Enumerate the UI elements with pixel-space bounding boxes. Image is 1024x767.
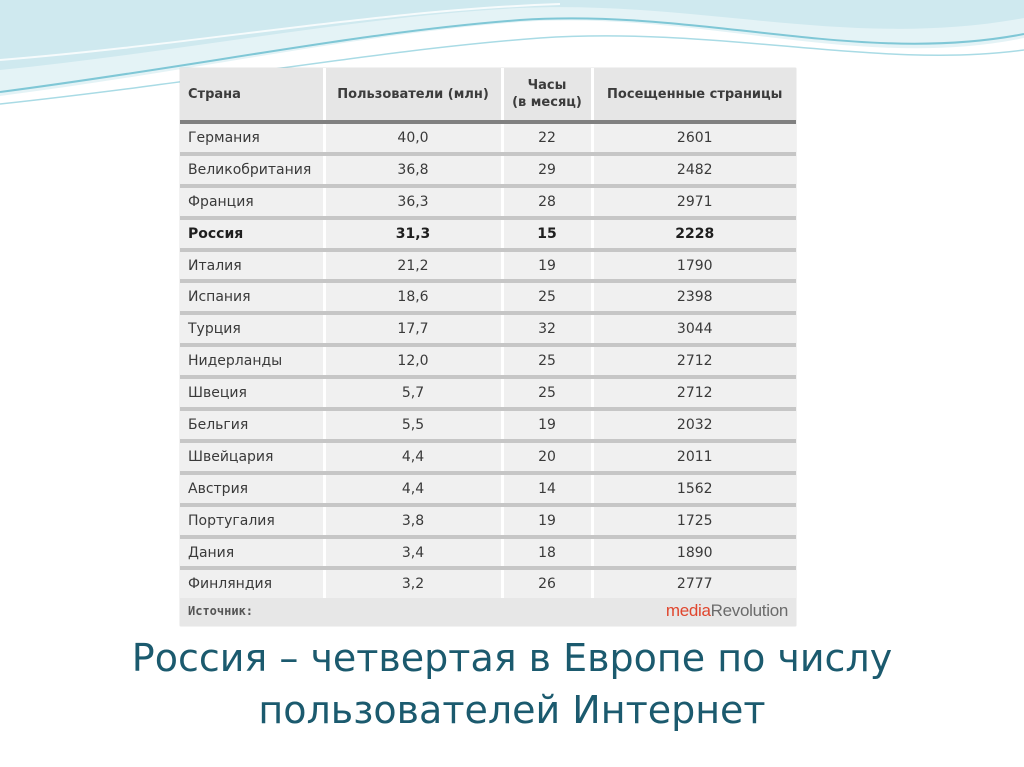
cell-pages: 1725 [592,505,796,537]
cell-pages: 3044 [592,313,796,345]
cell-pages: 2482 [592,154,796,186]
cell-hours: 32 [502,313,592,345]
cell-country: Германия [180,122,324,154]
cell-hours: 19 [502,409,592,441]
cell-country: Испания [180,281,324,313]
cell-pages: 2777 [592,568,796,600]
table-row [180,122,796,154]
cell-hours: 25 [502,377,592,409]
cell-users: 12,0 [324,345,502,377]
logo-text-media: media [665,601,711,620]
cell-users: 5,5 [324,409,502,441]
cell-pages: 2032 [592,409,796,441]
cell-hours: 26 [502,568,592,600]
cell-pages: 2712 [592,377,796,409]
table-row [180,281,796,313]
table-row [180,218,796,250]
column-header-hours: Часы (в месяц) [502,68,592,122]
cell-users: 31,3 [324,218,502,250]
table-row [180,409,796,441]
cell-users: 4,4 [324,441,502,473]
cell-country: Бельгия [180,409,324,441]
cell-users: 21,2 [324,250,502,282]
cell-hours: 15 [502,218,592,250]
cell-hours: 25 [502,345,592,377]
cell-country: Финляндия [180,568,324,600]
cell-hours: 18 [502,537,592,569]
cell-users: 3,2 [324,568,502,600]
cell-hours: 19 [502,505,592,537]
logo-text-revolution: Revolution [710,601,788,620]
cell-users: 18,6 [324,281,502,313]
cell-hours: 25 [502,281,592,313]
table-row [180,250,796,282]
cell-pages: 2228 [592,218,796,250]
cell-users: 36,8 [324,154,502,186]
cell-country: Португалия [180,505,324,537]
cell-pages: 2601 [592,122,796,154]
cell-users: 3,8 [324,505,502,537]
caption-line-2: пользователей Интернет [258,688,766,732]
cell-users: 36,3 [324,186,502,218]
cell-hours: 29 [502,154,592,186]
table-header-row [180,68,796,122]
cell-users: 3,4 [324,537,502,569]
cell-pages: 1790 [592,250,796,282]
column-header-pages: Посещенные страницы [592,68,796,122]
cell-country: Австрия [180,473,324,505]
cell-hours: 19 [502,250,592,282]
cell-hours: 22 [502,122,592,154]
cell-country: Россия [180,218,324,250]
table-row [180,537,796,569]
table-row [180,186,796,218]
table-row [180,377,796,409]
cell-hours: 14 [502,473,592,505]
table-row [180,441,796,473]
cell-country: Турция [180,313,324,345]
statistics-table-panel [180,68,796,626]
cell-country: Дания [180,537,324,569]
column-header-country: Страна [180,68,324,122]
cell-country: Великобритания [180,154,324,186]
cell-hours: 28 [502,186,592,218]
table-row [180,568,796,600]
cell-country: Швейцария [180,441,324,473]
column-header-users: Пользователи (млн) [324,68,502,122]
slide-caption [0,632,1024,736]
cell-users: 17,7 [324,313,502,345]
table-row [180,313,796,345]
cell-pages: 2011 [592,441,796,473]
table-row [180,345,796,377]
cell-pages: 1890 [592,537,796,569]
cell-pages: 2712 [592,345,796,377]
cell-pages: 2971 [592,186,796,218]
caption-line-1: Россия – четвертая в Европе по числу [131,636,893,680]
cell-country: Нидерланды [180,345,324,377]
mediarevolution-logo [666,601,788,621]
cell-users: 40,0 [324,122,502,154]
internet-users-table [180,68,796,602]
table-row [180,154,796,186]
cell-users: 4,4 [324,473,502,505]
cell-country: Швеция [180,377,324,409]
cell-country: Италия [180,250,324,282]
source-footer [180,598,796,626]
cell-pages: 1562 [592,473,796,505]
table-row [180,505,796,537]
cell-users: 5,7 [324,377,502,409]
source-label: Источник: [188,604,254,618]
table-row [180,473,796,505]
cell-pages: 2398 [592,281,796,313]
cell-hours: 20 [502,441,592,473]
cell-country: Франция [180,186,324,218]
